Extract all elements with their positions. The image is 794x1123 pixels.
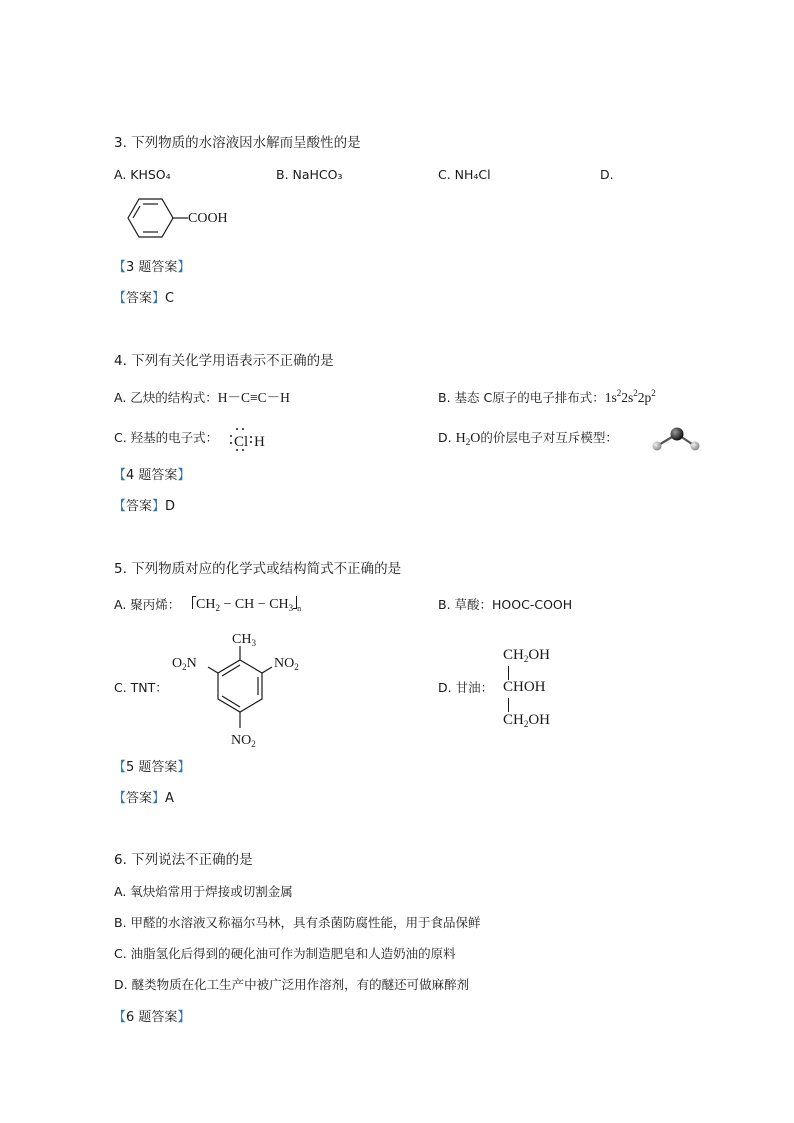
q5-option-b: B. 草酸：HOOC-COOH xyxy=(438,597,573,612)
q5-option-a: A. 聚丙烯： xyxy=(114,597,181,612)
q3-d-formula: COOH xyxy=(188,211,228,226)
tnt-methyl-label: $CH_3$ xyxy=(232,632,256,648)
q4-answer-header: 【4 题答案】 xyxy=(113,468,191,483)
q4-option-d: D. $H_2O$的价层电子对互斥模型： xyxy=(438,430,618,447)
water-vsepr-model-icon xyxy=(648,426,702,452)
q3-option-b: B. NaHCO₃ xyxy=(276,167,343,182)
glycerol-line-2: CHOH xyxy=(503,679,546,695)
hydroxyl-electron-dot-formula xyxy=(228,426,272,454)
tnt-nitro-bottom-label: $NO_2$ xyxy=(231,733,256,749)
q4-option-b: B. 基态 C原子的电子排布式：$1s^22s^22p^2$ xyxy=(438,388,656,405)
q5-answer-header: 【5 题答案】 xyxy=(113,760,191,775)
q6-option-d: D. 醚类物质在化工生产中被广泛用作溶剂，有的醚还可做麻醉剂 xyxy=(114,977,470,992)
glycerol-line-1: $CH_2OH$ xyxy=(503,647,551,664)
q3-stem: 3. 下列物质的水溶液因水解而呈酸性的是 xyxy=(114,135,361,151)
q6-option-a: A. 氧炔焰常用于焊接或切割金属 xyxy=(114,884,293,899)
q5-stem: 5. 下列物质对应的化学式或结构简式不正确的是 xyxy=(114,561,402,577)
q5-option-d: D. 甘油： xyxy=(438,680,494,695)
q6-stem: 6. 下列说法不正确的是 xyxy=(114,852,253,868)
glycerol-bond-2 xyxy=(508,698,509,712)
q4-option-c: C. 羟基的电子式： xyxy=(114,430,219,445)
q4-stem: 4. 下列有关化学用语表示不正确的是 xyxy=(114,353,334,369)
polypropylene-formula: $CH_2$ − CH − $CH_3$ $_n$ xyxy=(192,596,301,612)
benzene-ring-icon xyxy=(118,196,190,244)
svg-text:Cl: Cl xyxy=(234,434,249,450)
q3-option-c: C. NH₄Cl xyxy=(438,167,491,182)
q4-answer: 【答案】D xyxy=(113,499,176,514)
q3-answer-header: 【3 题答案】 xyxy=(113,260,191,275)
tnt-nitro-left-label: $O_2N$ xyxy=(172,656,197,672)
svg-text:H: H xyxy=(254,434,265,450)
q6-option-b: B. 甲醛的水溶液又称福尔马林，具有杀菌防腐性能，用于食品保鲜 xyxy=(114,915,481,930)
tnt-nitro-right-label: $NO_2$ xyxy=(274,656,299,672)
glycerol-bond-1 xyxy=(508,666,509,680)
q3-option-a: A. KHSO₄ xyxy=(114,167,171,182)
q3-option-d: D. xyxy=(600,167,614,182)
q6-answer-header: 【6 题答案】 xyxy=(113,1010,191,1025)
q5-option-c: C. TNT： xyxy=(114,680,168,695)
q6-option-c: C. 油脂氢化后得到的硬化油可作为制造肥皂和人造奶油的原料 xyxy=(114,946,456,961)
q3-answer: 【答案】C xyxy=(113,291,175,306)
glycerol-line-3: $CH_2OH$ xyxy=(503,712,551,729)
q4-option-a: A. 乙炔的结构式：H－C≡C－H xyxy=(114,390,290,405)
q5-answer: 【答案】A xyxy=(113,791,174,806)
